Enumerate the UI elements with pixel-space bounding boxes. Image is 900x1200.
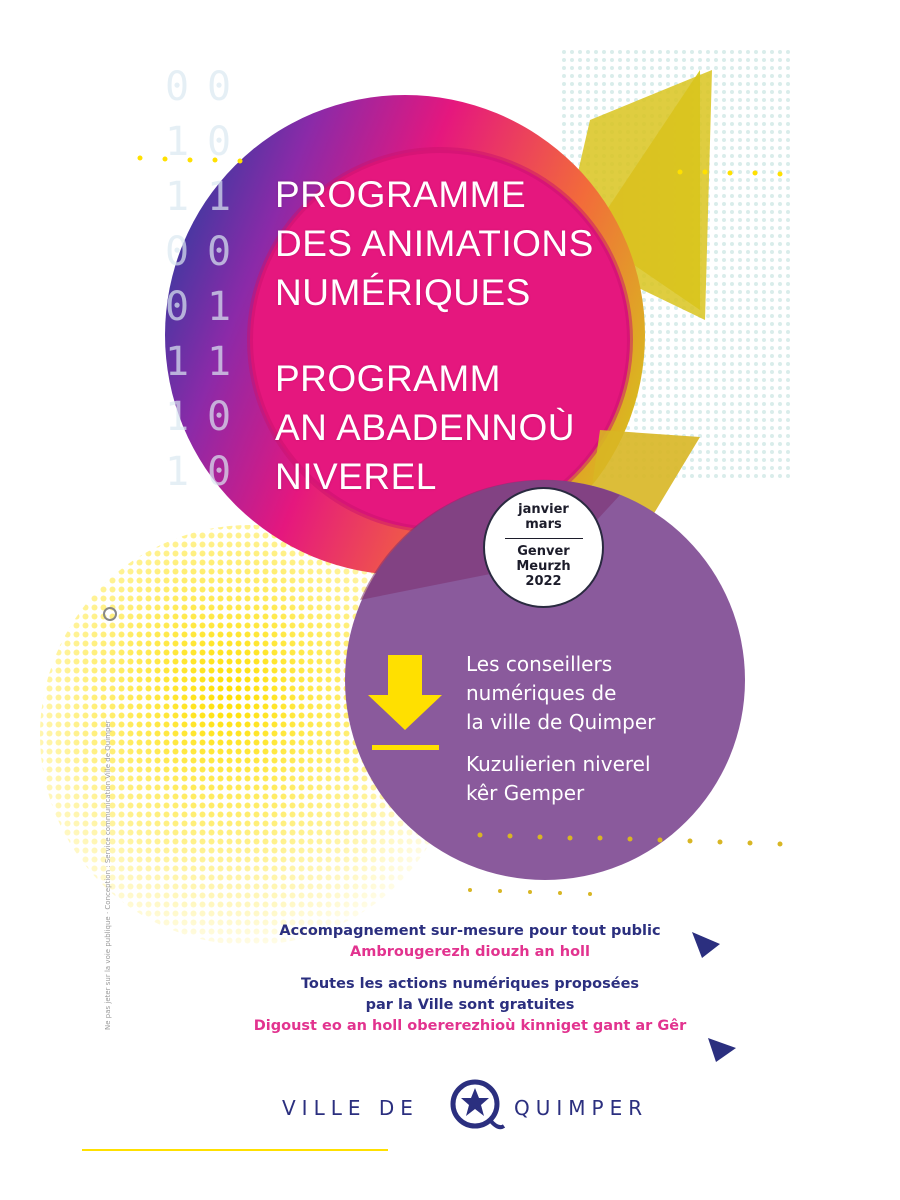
text-line: Les conseillers [466, 652, 613, 676]
binary-digit: 1 [207, 339, 232, 385]
text-line: Kuzulierien niverel [466, 752, 651, 776]
binary-digit: 1 [165, 339, 190, 385]
binary-digit: 1 [207, 284, 232, 330]
binary-digit: 1 [165, 119, 190, 165]
info-gratuites [190, 974, 750, 1037]
binary-digit: 1 [165, 394, 190, 440]
info-line-br: Ambrougerezh diouzh an holl [350, 944, 590, 960]
date-br-end: Meurzh [516, 559, 571, 574]
title-line: PROGRAMM [275, 358, 501, 399]
info-line-fr: Toutes les actions numériques proposées [300, 976, 640, 992]
binary-digit: 0 [165, 284, 190, 330]
credits-text: Ne pas jeter sur la voie publique · Conception : Service communication Ville de Quimper [104, 720, 112, 1030]
title-line: AN ABADENNOÙ [275, 407, 576, 448]
info-line-br: Digoust eo an holl obererezhioù kinniget gant ar Gêr [253, 1018, 687, 1034]
binary-digit: 0 [165, 64, 190, 110]
binary-digit: 1 [207, 174, 232, 220]
binary-digit: 0 [207, 229, 232, 275]
binary-digit: 1 [165, 449, 190, 495]
date-fr-end: mars [525, 517, 562, 532]
title-line: DES ANIMATIONS [275, 223, 594, 264]
date-br-start: Genver [517, 544, 570, 559]
date-year: 2022 [525, 574, 562, 589]
info-line-fr: Accompagnement sur-mesure pour tout public [279, 923, 661, 939]
binary-digit: 0 [207, 64, 232, 110]
info-line-fr: par la Ville sont gratuites [365, 997, 575, 1013]
binary-digit: 0 [207, 119, 232, 165]
logo-text-right: QUIMPER [514, 1096, 649, 1120]
logo-text-left: VILLE DE [282, 1096, 419, 1120]
text-line: la ville de Quimper [466, 710, 656, 734]
binary-digit: 0 [207, 449, 232, 495]
info-accompagnement [200, 921, 740, 963]
binary-digit: 1 [165, 174, 190, 220]
text-line: kêr Gemper [466, 781, 585, 805]
binary-digit: 0 [165, 229, 190, 275]
binary-digit: 0 [207, 394, 232, 440]
title-line: NIVEREL [275, 456, 437, 497]
ville-de-quimper-logo [282, 1076, 672, 1136]
title-line: PROGRAMME [275, 174, 527, 215]
title-line: NUMÉRIQUES [275, 272, 531, 313]
conseillers-french [466, 650, 655, 737]
conseillers-breton [466, 750, 651, 808]
quimper-crest-icon [442, 1076, 508, 1136]
text-line: numériques de [466, 681, 617, 705]
date-fr-start: janvier [518, 502, 569, 517]
